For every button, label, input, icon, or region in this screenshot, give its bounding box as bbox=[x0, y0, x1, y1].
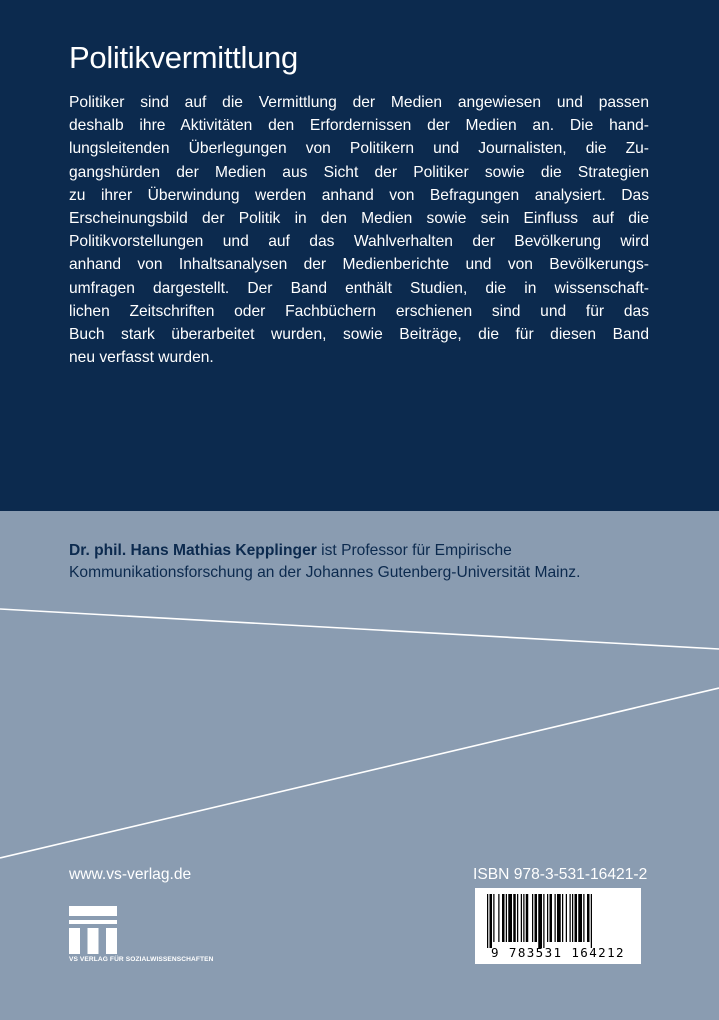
barcode-bar bbox=[572, 894, 573, 942]
barcode-bar bbox=[555, 894, 556, 942]
barcode-bar bbox=[547, 894, 548, 942]
publisher-name: VS VERLAG FÜR SOZIALWISSENSCHAFTEN bbox=[69, 956, 214, 963]
blurb-line: gangshürden der Medien aus Sicht der Politiker sowie die Strategien bbox=[69, 163, 649, 181]
blurb-line: Erscheinungsbild der Politik in den Medien sowie sein Einfluss auf die bbox=[69, 210, 649, 228]
blurb-line: lichen Zeitschriften oder Fachbüchern erschienen sind und für das bbox=[69, 302, 649, 320]
blurb-line: neu verfasst wurden. bbox=[69, 349, 214, 367]
decorative-line-lower bbox=[0, 688, 719, 858]
barcode-bar bbox=[521, 894, 522, 942]
barcode-bar bbox=[532, 894, 533, 942]
barcode-bar bbox=[550, 894, 553, 942]
barcode-bar bbox=[575, 894, 578, 942]
barcode-bar bbox=[583, 894, 584, 942]
blurb-line: umfragen dargestellt. Der Band enthält Studien, die in wissenschaft- bbox=[69, 279, 649, 297]
isbn-number: ISBN 978-3-531-16421-2 bbox=[473, 866, 648, 883]
author-bio bbox=[69, 540, 659, 584]
barcode-bar bbox=[493, 894, 494, 942]
blurb-line: Buch stark überarbeitet wurden, sowie Beiträge, die für diesen Band bbox=[69, 326, 649, 344]
barcode-bar bbox=[562, 894, 563, 942]
barcode-digits: 9 783531 164212 bbox=[491, 945, 625, 960]
barcode-bar bbox=[502, 894, 505, 942]
blurb-line: Politikvorstellungen und auf das Wahlverhalten der Bevölkerung wird bbox=[69, 233, 649, 251]
barcode-bar bbox=[566, 894, 567, 942]
barcode-bar bbox=[557, 894, 561, 942]
publisher-url[interactable]: www.vs-verlag.de bbox=[69, 866, 192, 883]
author-description: ist Professor für Empirische Kommunikationsforschung an der Johannes Gutenberg-Universität Mainz. bbox=[69, 542, 581, 581]
blurb-text bbox=[69, 91, 649, 369]
barcode-bar bbox=[487, 894, 488, 948]
barcode-bar bbox=[591, 894, 592, 948]
barcode-bar bbox=[526, 894, 529, 942]
book-title: Politikvermittlung bbox=[69, 40, 298, 75]
barcode-bar bbox=[517, 894, 518, 942]
author-name: Dr. phil. Hans Mathias Kepplinger bbox=[69, 542, 317, 559]
barcode-bar bbox=[587, 894, 590, 942]
barcode-bar bbox=[543, 894, 544, 948]
barcode-bar bbox=[513, 894, 516, 942]
publisher-logo-icon bbox=[69, 906, 117, 954]
decorative-line-upper bbox=[0, 609, 719, 649]
barcode-bar bbox=[508, 894, 512, 942]
barcode-bar bbox=[578, 894, 582, 942]
blurb-line: anhand von Inhaltsanalysen der Medienberichte und von Bevölkerungs- bbox=[69, 256, 649, 274]
barcode-bar bbox=[570, 894, 571, 942]
barcode bbox=[475, 888, 641, 964]
barcode-bar bbox=[538, 894, 542, 948]
blurb-line: deshalb ihre Aktivitäten den Erfordernissen der Medien an. Die hand- bbox=[69, 117, 649, 135]
blurb-line: Politiker sind auf die Vermittlung der Medien angewiesen und passen bbox=[69, 94, 649, 111]
blurb-line: lungsleitenden Überlegungen von Politikern und Journalisten, die Zu- bbox=[69, 140, 649, 158]
barcode-bar bbox=[523, 894, 524, 942]
barcode-bar bbox=[535, 894, 538, 942]
barcode-bar bbox=[506, 894, 507, 942]
barcode-bar bbox=[490, 894, 493, 948]
blurb-line: zu ihrer Überwindung werden anhand von Befragungen analysiert. Das bbox=[69, 186, 649, 204]
barcode-bar bbox=[498, 894, 499, 942]
